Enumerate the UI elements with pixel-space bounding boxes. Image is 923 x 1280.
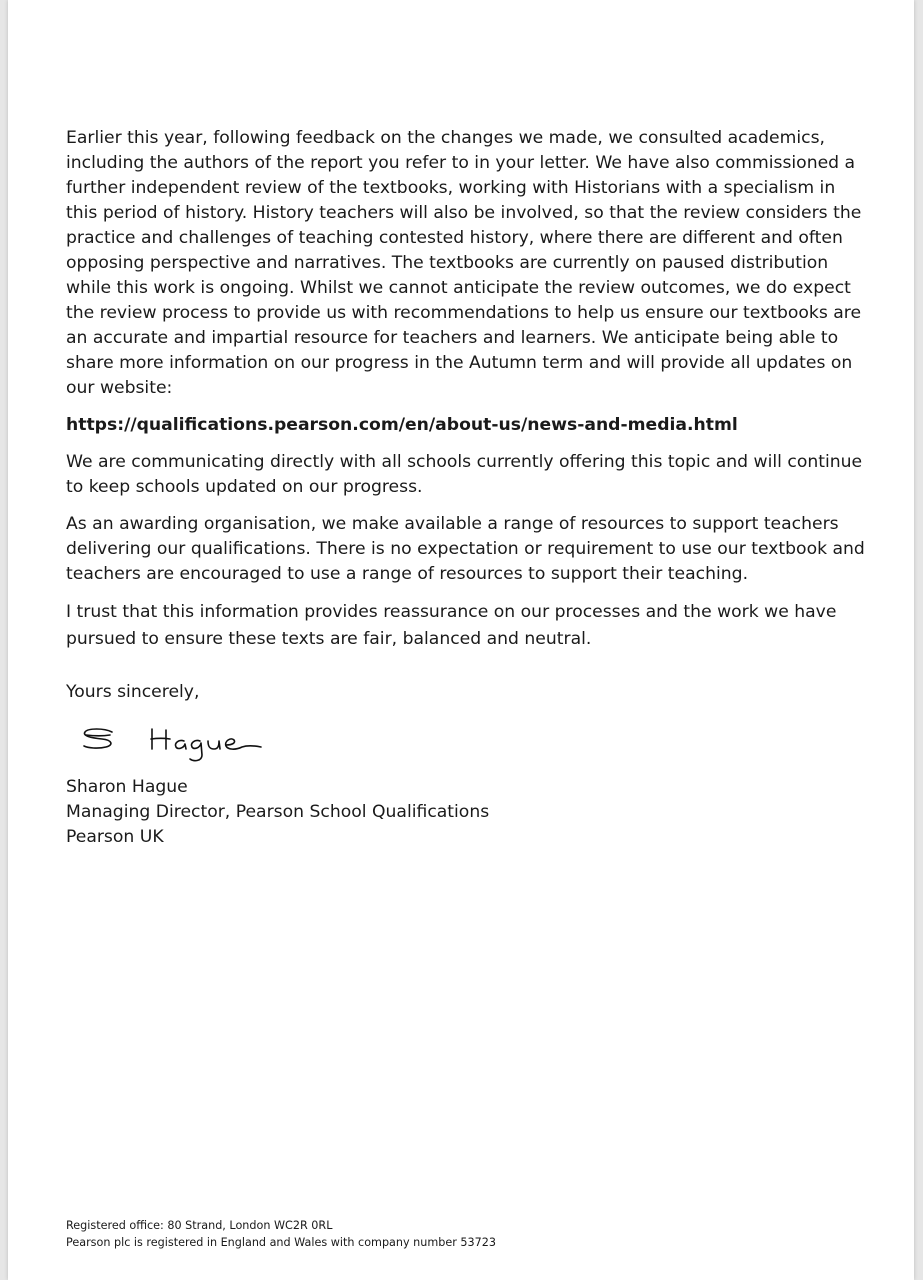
closing-salutation: Yours sincerely, <box>66 682 200 702</box>
website-link[interactable]: https://qualifications.pearson.com/en/about-us/news-and-media.html <box>66 415 738 435</box>
signatory-title: Managing Director, Pearson School Qualifications <box>66 802 490 822</box>
paragraph-reassurance: I trust that this information provides reassurance on our processes and the work we have pursued to ensure these texts are fair, balanced and neutral. <box>66 602 837 649</box>
registered-office: Registered office: 80 Strand, London WC2R 0RL <box>66 1219 333 1232</box>
paragraph-review: Earlier this year, following feedback on the changes we made, we consulted academics, including the authors of the report you refer to in your letter. We have also commissioned a further independent review of the textbooks, working with Historians with a specialism in this period of history. History teachers will also be involved, so that the review considers the practice and challenges of teaching contested history, where there are different and often opposing perspective and narratives. The textbooks are currently on paused distribution while this work is ongoing. Whilst we cannot anticipate the review outcomes, we do expect the review process to provide us with recommendations to help us ensure our textbooks are an accurate and impartial resource for teachers and learners. We anticipate being able to share more information on our progress in the Autumn term and will provide all updates on our website: <box>66 128 862 398</box>
letter-page <box>8 0 914 1280</box>
paragraph-resources: As an awarding organisation, we make available a range of resources to support teachers delivering our qualifications. There is no expectation or requirement to use our textbook and teachers are encouraged to use a range of resources to support their teaching. <box>66 514 865 584</box>
letter-body <box>66 126 866 850</box>
company-registration: Pearson plc is registered in England and Wales with company number 53723 <box>66 1236 496 1249</box>
signatory-organisation: Pearson UK <box>66 827 164 847</box>
signatory-name: Sharon Hague <box>66 777 188 797</box>
footer <box>66 1217 496 1251</box>
handwritten-signature <box>66 719 286 767</box>
paragraph-schools: We are communicating directly with all schools currently offering this topic and will continue to keep schools updated on our progress. <box>66 452 863 497</box>
